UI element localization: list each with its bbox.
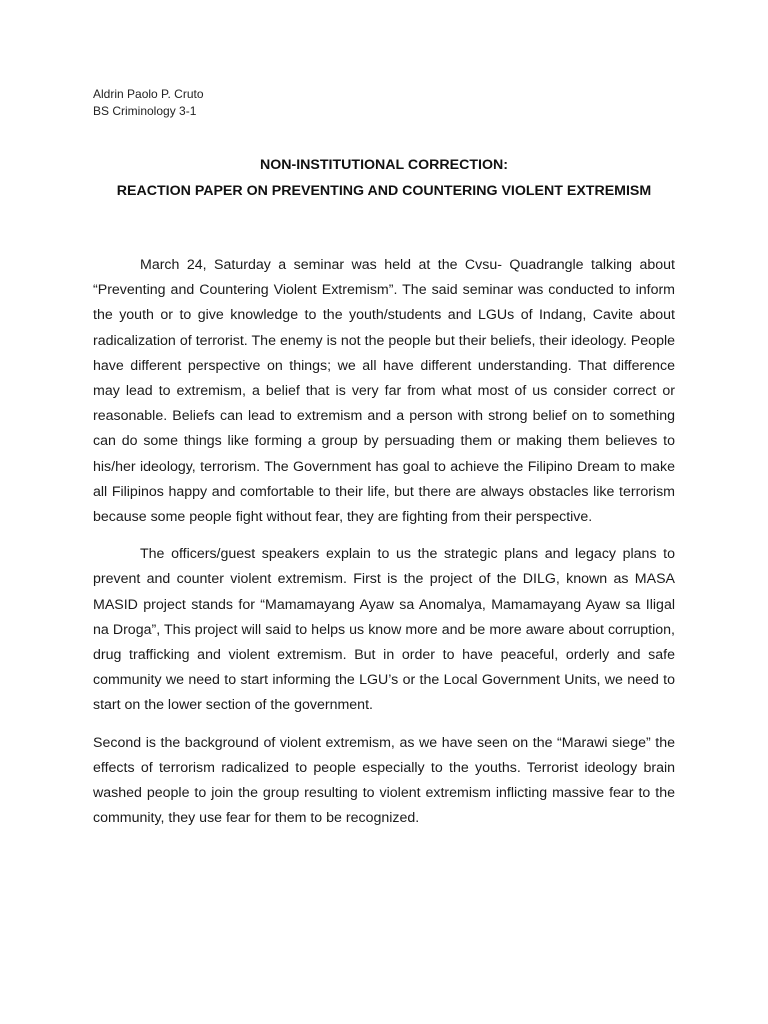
document-title [93,153,675,204]
author-course: BS Criminology 3-1 [93,104,197,118]
title-line-2: REACTION PAPER ON PREVENTING AND COUNTERING VIOLENT EXTREMISM [116,182,652,199]
paragraph-1: March 24, Saturday a seminar was held at the Cvsu- Quadrangle talking about “Preventing and Countering Violent Extremism”. The said seminar was conducted to inform the youth or to give knowledge to the youth/students and LGUs of Indang, Cavite about radicalization of terrorist. The enemy is not the people but their beliefs, their ideology. People have different perspective on things; we all have different understanding. That difference may lead to extremism, a belief that is very far from what most of us consider correct or reasonable. Beliefs can lead to extremism and a person with strong belief on to something can do some things like forming a group by persuading them or making them believes to his/her ideology, terrorism. The Government has goal to achieve the Filipino Dream to make all Filipinos happy and comfortable to their life, but there are always obstacles like terrorism because some people fight without fear, they are fighting from their perspective. [93,257,675,526]
document-body [93,253,675,843]
author-header [93,86,204,120]
paragraph-3: Second is the background of violent extremism, as we have seen on the “Marawi siege” the effects of terrorism radicalized to people especially to the youths. Terrorist ideology brain washed people to join the group resulting to violent extremism inflicting massive fear to the community, they use fear for them to be recognized. [93,734,675,827]
author-name: Aldrin Paolo P. Cruto [93,87,204,101]
paragraph-2: The officers/guest speakers explain to us the strategic plans and legacy plans to prevent and counter violent extremism. First is the project of the DILG, known as MASA MASID project stands for “Mamamayang Ayaw sa Anomalya, Mamamayang Ayaw sa Iligal na Droga”, This project will said to helps us know more and be more aware about corruption, drug trafficking and violent extremism. But in order to have peaceful, orderly and safe community we need to start informing the LGU’s or the Local Government Units, we need to start on the lower section of the government. [93,546,675,714]
title-line-1: NON-INSTITUTIONAL CORRECTION: [259,157,508,173]
